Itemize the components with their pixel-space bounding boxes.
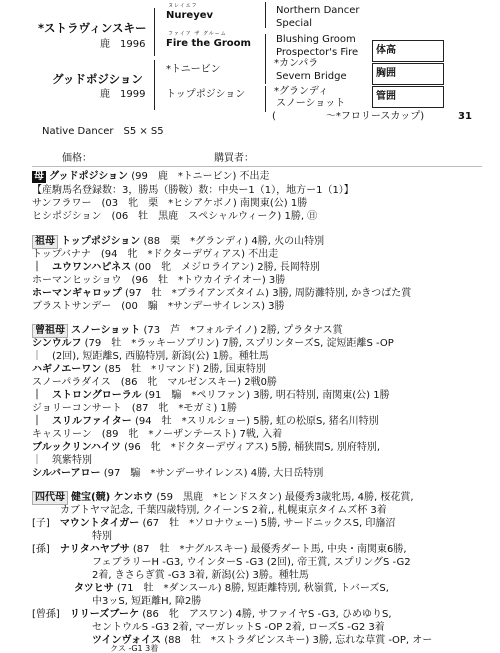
price-label: 価格： <box>62 153 92 164</box>
g3dam-line-5: フェブラリーH -G3, ウインターS -G3 (2回), 帝王賞, スプリングS -G2 <box>92 557 411 568</box>
granddam-line-2: ｜ ユウワンハピネス (00 牝 メジロライアン) 2勝, 長岡特別 <box>32 262 320 273</box>
dam-dam: トップポジション <box>166 89 246 100</box>
granddam-line-5: ブラストサンデー (00 騸 *サンデーサイレンス) 3勝 <box>32 301 285 312</box>
bracket-line <box>154 8 155 56</box>
dam-tag: 母 <box>34 171 44 182</box>
chest-label: 胸囲 <box>376 68 396 79</box>
ddam-col-1: スノーショット <box>276 98 346 109</box>
dam-line-0: 母 グッドポジション (99 鹿 *トニービン) 不出走 <box>34 171 270 182</box>
g3dam-line-3: 特別 <box>92 531 112 542</box>
sdam-col-0: Blushing Groom <box>276 34 356 45</box>
sire-sire-name: Nureyev <box>166 10 214 21</box>
bracket-line <box>265 86 266 112</box>
g2dam-line-10: ｜ 筑紫特別 <box>32 455 92 466</box>
g2dam-line-11: シルバーアロー (97 騸 *サンデーサイレンス) 4勝, 大日岳特別 <box>32 468 324 479</box>
granddam-line-0: 祖母 トップポジション (88 栗 *グランディ) 4勝, 火の山特別 <box>32 235 324 249</box>
sire-dam-ruby: ファイア ザ グルーム <box>168 31 227 37</box>
g2dam-line-6: ジョリーコンサート (87 牝 *モガミ) 1勝 <box>32 403 237 414</box>
g3dam-line-11: ツインヴォイス (88 牡 *ストラダビンスキー) 3勝, 忘れな草賞 -OP, オー <box>92 635 433 646</box>
ssire-col-0: Northern Dancer <box>276 5 360 16</box>
g3dam-line-9: [曾孫] リリーズブーケ (86 牝 アスワン) 4勝, サファイヤS -G3, ひめゆりS, <box>32 609 392 620</box>
ddam-col-2: ( ～*フロリースカップ) <box>272 111 425 122</box>
g2dam-tag: 曾祖母 <box>32 324 68 338</box>
buyer-label: 購買者： <box>214 153 254 164</box>
inbreed-note: Native Dancer S5 × S5 <box>42 126 164 137</box>
cannon-label: 管囲 <box>376 91 396 102</box>
ssire-col-1: Special <box>276 18 313 29</box>
sire-info: 鹿 1996 <box>100 39 146 50</box>
g3dam-line-4: [孫] ナリタハヤブサ (87 牡 *ナグルスキー) 最優秀ダート馬, 中央・南関東6勝, <box>32 544 407 555</box>
g2dam-line-2: ｜ (2回), 短距離S, 西脇特別, 新潟(公) 1勝。種牡馬 <box>32 351 269 362</box>
g2dam-line-4: スノーパラダイス (86 牝 マルゼンスキー) 2戦0勝 <box>32 377 277 388</box>
dam-line-1: 【産駒馬名登録数：3，勝馬（勝鞍）数：中央ー1（1），地方ー1（1）】 <box>32 185 354 196</box>
height-label: 体高 <box>376 45 396 56</box>
g2dam-line-0: 曾祖母 スノーショット (73 芦 *フォルテイノ) 2勝, プラタナス賞 <box>32 324 343 338</box>
bracket-line <box>265 2 266 28</box>
g3dam-line-2: [子] マウントタイガー (67 牡 *ソロナウェー) 5勝, サードニックスS, 印旛沼 <box>32 518 396 529</box>
divider <box>32 166 482 167</box>
g2dam-line-8: キャスリーン (89 牝 *ノーザンテースト) 7戦, 入着 <box>32 429 283 440</box>
g3dam-line-1: カブトヤマ記念, 千葉四歳特別, クイーンS 2着,, 札幌東京タイムズ杯 3着 <box>60 505 387 516</box>
family-number: 31 <box>458 111 472 122</box>
sire-sire-ruby: ヌレイエフ <box>168 3 198 9</box>
granddam-tag: 祖母 <box>32 235 58 249</box>
sire-dam-name: Fire the Groom <box>166 38 251 49</box>
sire-name: *ストラヴィンスキー <box>38 21 147 35</box>
dam-info: 鹿 1999 <box>100 89 146 100</box>
granddam-line-4: ホーマンギャロップ (97 牡 *ブライアンズタイム) 3勝, 周防灘特別, かきつばた賞 <box>32 288 412 299</box>
g3dam-line-10: セントウルS -G3 2着, マーガレットS -OP 2着, ローズS -G2 3着 <box>92 622 385 633</box>
g2dam-line-7: ｜ スリルファイター (94 牡 *スリルショー) 5勝, 虹の松原S, 猪名川特別 <box>32 416 379 427</box>
bracket-line <box>154 60 155 110</box>
dam-line-3: ヒシポジション (06 牡 黒鹿 スペシャルウィーク) 1勝, ㊐ <box>32 211 318 222</box>
dam-name: グッドポジション <box>52 72 143 86</box>
ddam-col-0: *グランディ <box>274 86 329 97</box>
g3dam-line-0: 四代母 健宝(競) ケンホウ (59 黒鹿 *ヒンドスタン) 最優秀3歳牝馬, 4勝, 桜花賞, <box>32 491 414 505</box>
dam-sire: *トニービン <box>166 64 221 75</box>
bracket-line <box>265 58 266 84</box>
granddam-line-3: ホーマンヒッショウ (96 牡 *トウカイテイオー) 3勝 <box>32 275 286 286</box>
bracket-line <box>265 34 266 60</box>
g3dam-tag: 四代母 <box>32 491 68 505</box>
g2dam-line-3: ハギノエーワン (85 牡 *リマンド) 2勝, 国東特別 <box>32 364 266 375</box>
g2dam-line-1: シンウルフ (79 牡 *ラッキーソブリン) 7勝, スプリンターズS, 淀短距離S -OP <box>32 338 394 349</box>
granddam-line-1: トップバナナ (94 牝 *ドクターデヴィアス) 不出走 <box>32 249 279 260</box>
g3dam-line-8: 中3ッS, 短距離H, 障2勝 <box>92 596 202 607</box>
g3dam-line-7: タツヒサ (71 牡 *ダンスール) 8勝, 短距離特別, 秋嶺賞, トバーズS, <box>74 583 389 594</box>
sdam-col-1: Prospector's Fire <box>276 47 359 58</box>
dsire-col-1: Severn Bridge <box>276 71 347 82</box>
g2dam-line-9: ブルックリンハイツ (96 牝 *ドクターデヴィアス) 5勝, 桶狭間S, 別府特別, <box>32 442 381 453</box>
g2dam-line-5: ｜ ストロングローラル (91 騸 *ペリファン) 3勝, 明石特別, 南関東(公) 1勝 <box>32 390 390 401</box>
g3dam-line-12: クス -G1 3着 <box>110 644 159 653</box>
dsire-col-0: *カンパラ <box>274 58 319 69</box>
dam-line-2: サンフラワー (03 牝 栗 *ヒシアケボノ) 南関東(公) 1勝 <box>32 198 308 209</box>
g3dam-line-6: 2着, きさらぎ賞 -G3 3着, 新潟(公) 3勝。種牡馬 <box>92 570 309 581</box>
